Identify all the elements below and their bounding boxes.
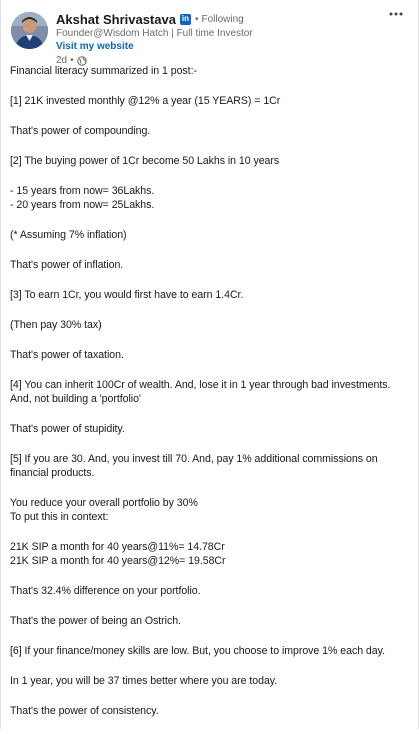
ellipsis-icon <box>389 12 403 16</box>
separator-dot: • <box>194 13 199 25</box>
post-paragraph: That's 32.4% difference on your portfolio. <box>10 585 201 597</box>
author-name[interactable]: Akshat Shrivastava <box>56 11 176 27</box>
more-options-button[interactable] <box>386 6 406 22</box>
post-paragraph: [2] The buying power of 1Cr become 50 Lakhs in 10 years <box>10 155 280 167</box>
meta-separator: • <box>70 55 74 66</box>
author-tagline: Founder@Wisdom Hatch | Full time Investor <box>56 28 253 39</box>
post-paragraph: [1] 21K invested monthly @12% a year (15 YEARS) = 1Cr <box>10 95 281 107</box>
post-paragraph: - 15 years from now= 36Lakhs. - 20 years from now= 25Lakhs. <box>10 185 155 211</box>
following-status: Following <box>201 13 244 25</box>
post-paragraph: [6] If your finance/money skills are low. But, you choose to improve 1% each day. <box>10 645 385 657</box>
post-paragraph: That's power of compounding. <box>10 125 151 137</box>
post-paragraph: That's the power of being an Ostrich. <box>10 615 181 627</box>
post-header <box>1 0 418 66</box>
post-paragraph: That's power of stupidity. <box>10 423 125 435</box>
post-paragraph: (* Assuming 7% inflation) <box>10 229 127 241</box>
post-paragraph: [4] You can inherit 100Cr of wealth. And, lose it in 1 year through bad investments. And, not building a 'portfolio' <box>10 379 393 405</box>
post-paragraph: That's power of taxation. <box>10 349 124 361</box>
post-time: 2d <box>56 55 68 66</box>
post-paragraph: [3] To earn 1Cr, you would first have to earn 1.4Cr. <box>10 289 244 301</box>
avatar-image <box>11 12 48 49</box>
post-body <box>10 64 408 734</box>
post-paragraph: That's power of inflation. <box>10 259 124 271</box>
post-paragraph: [5] If you are 30. And, you invest till 70. And, pay 1% additional commissions on financial products. <box>10 453 381 479</box>
post-paragraph: Financial literacy summarized in 1 post:- <box>10 65 197 77</box>
author-info <box>56 11 378 67</box>
post-paragraph: 21K SIP a month for 40 years@11%= 14.78Cr 21K SIP a month for 40 years@12%= 19.58Cr <box>10 541 226 567</box>
avatar[interactable] <box>11 12 48 49</box>
post-paragraph: That's the power of consistency. <box>10 705 159 717</box>
post-paragraph: You reduce your overall portfolio by 30% To put this in context: <box>10 497 198 523</box>
author-name-row <box>56 11 378 27</box>
linkedin-premium-icon: in <box>181 14 189 23</box>
post-paragraph: In 1 year, you will be 37 times better where you are today. <box>10 675 278 687</box>
visit-website-link[interactable]: Visit my website <box>56 41 134 52</box>
post-paragraph: (Then pay 30% tax) <box>10 319 102 331</box>
